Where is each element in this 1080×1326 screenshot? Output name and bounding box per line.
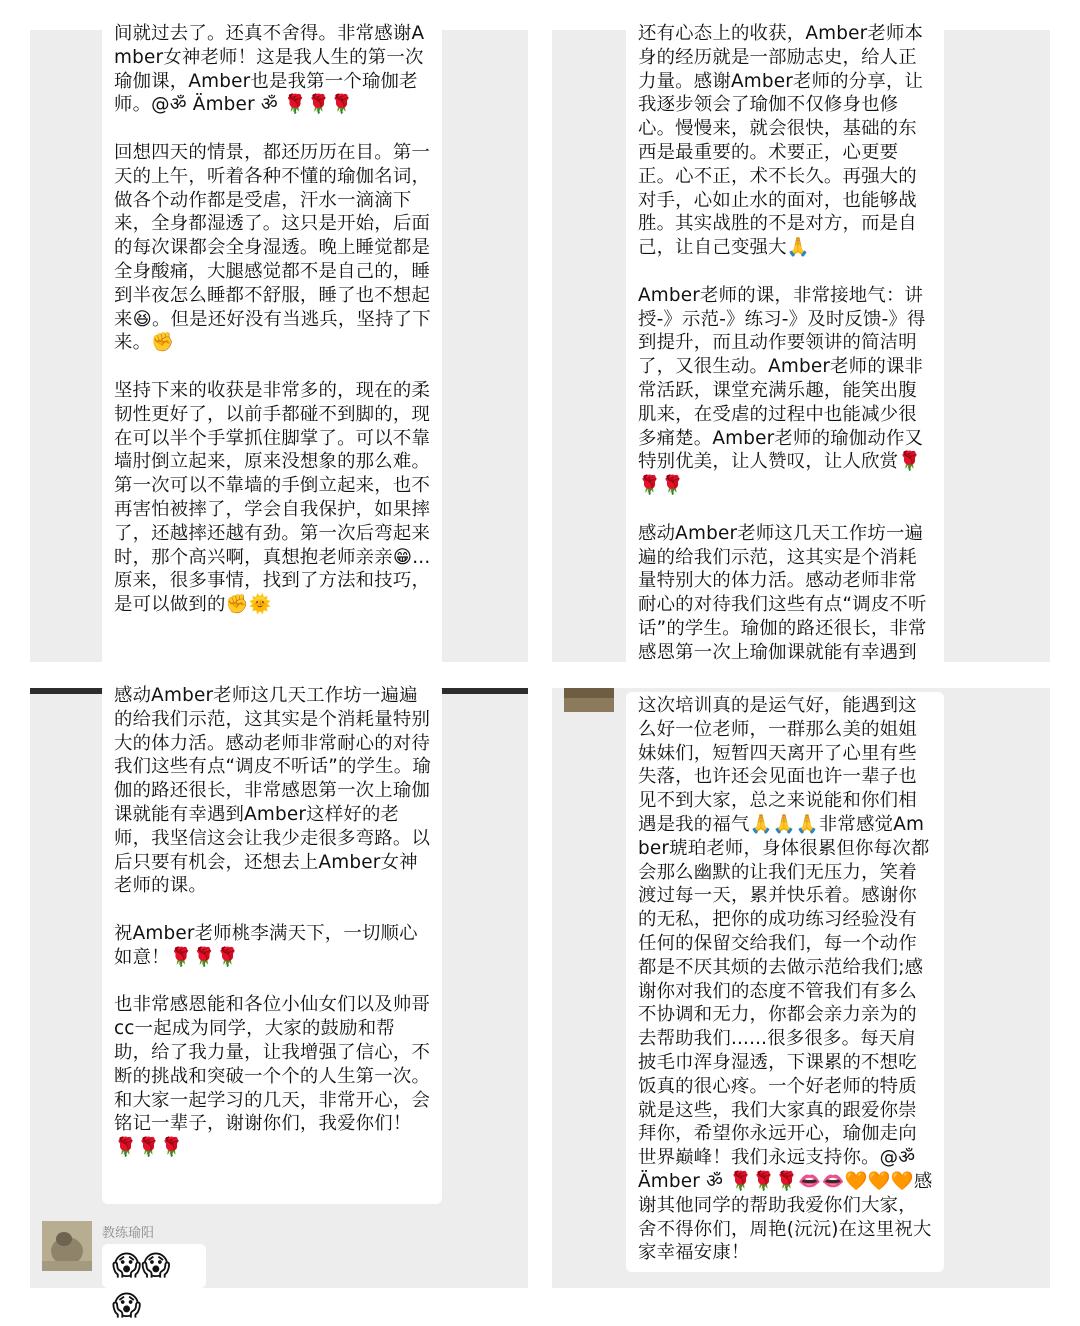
avatar-image [42, 1221, 92, 1271]
chat-panel-top-right [552, 23, 1050, 663]
message-bubble[interactable] [626, 22, 944, 672]
message-paragraph: 祝Amber老师桃李满天下，一切顺心如意！🌹🌹🌹 [114, 922, 418, 968]
message-paragraph: 间就过去了。还真不舍得。非常感谢Amber女神老师！这是我人生的第一次瑜伽课，Amber也是我第一个瑜伽老师。@ॐ Ämber ॐ 🌹🌹🌹 [114, 23, 425, 116]
message-bubble[interactable] [102, 684, 442, 1204]
message-bubble[interactable] [626, 692, 944, 1272]
chat-panel-bottom-right [552, 688, 1050, 1288]
message-paragraph: 感动Amber老师这几天工作坊一遍遍的给我们示范，这其实是个消耗量特别大的体力活。感动老师非常耐心的对待我们这些有点“调皮不听话”的学生。瑜伽的路还很长，非常感恩第一次上瑜伽课就能有幸遇到Amber这样好的老师，我坚信这会让我少走很多弯路。以后只要有机会，还想去上Amber女神老师的课。 [114, 685, 431, 897]
chat-panel-bottom-left [30, 685, 528, 1322]
chat-panel-top-left [30, 23, 528, 662]
message-paragraph: 回想四天的情景，都还历历在目。第一天的上午，听着各种不懂的瑜伽名词，做各个动作都是受虐，汗水一滴滴下来，全身都湿透了。这只是开始，后面的每次课都会全身湿透。晚上睡觉都是全身酸痛，大腿感觉都不是自己的，睡到半夜怎么睡都不舒服，睡了也不想起来😆。但是还好没有当逃兵，坚持了下来。✊ [114, 141, 431, 354]
message-paragraph: 坚持下来的收获是非常多的，现在的柔韧性更好了，以前手都碰不到脚的，现在可以半个手掌抓住脚掌了。可以不靠墙肘倒立起来，原来没想象的那么难。第一次可以不靠墙的手倒立起来，也不再害怕被摔了，学会自我保护，如果摔了，还越摔还越有劲。第一次后弯起来时，那个高兴啊，真想抱老师亲亲😁...原来，很多事情，找到了方法和技巧，是可以做到的✊🌞 [114, 379, 431, 616]
message-paragraph: 还有心态上的收获，Amber老师本身的经历就是一部励志史，给人正力量。感谢Amber老师的分享，让我逐步领会了瑜伽不仅修身也修心。慢慢来，就会很快，基础的东西是最重要的。术要正，心更要正。心不正，术不长久。再强大的对手，心如止水的面对，也能够战胜。其实战胜的不是对方，而是自己，让自己变强大🙏 [638, 23, 924, 259]
message-paragraph: 感动Amber老师这几天工作坊一遍遍的给我们示范，这其实是个消耗量特别大的体力活。感动老师非常耐心的对待我们这些有点“调皮不听话”的学生。瑜伽的路还很长，非常感恩第一次上瑜伽课就能有幸遇到 [638, 522, 927, 663]
message-paragraph: 也非常感恩能和各位小仙女们以及帅哥cc一起成为同学，大家的鼓励和帮助，给了我力量，让我增强了信心，不断的挑战和突破一个个的人生第一次。和大家一起学习的几天，非常开心，会铭记一辈子，谢谢你们，我爱你们！🌹🌹🌹 [114, 994, 431, 1159]
message-bubble[interactable] [102, 22, 442, 672]
sender-name: 教练瑜阳 [102, 1226, 155, 1241]
message-bubble[interactable]: 😱😱😱 [102, 1244, 206, 1288]
avatar-image [564, 688, 614, 712]
message-paragraph: 这次培训真的是运气好，能遇到这么好一位老师，一群那么美的姐姐妹妹们，短暂四天离开了心里有些失落，也许还会见面也许一辈子也见不到大家，总之来说能和你们相遇是我的福气🙏🙏🙏非常感觉Amber琥珀老师，身体很累但你每次都会那么幽默的让我们无压力，笑着渡过每一天，累并快乐着。感谢你的无私，把你的成功练习经验没有任何的保留交给我们，每一个动作都是不厌其烦的去做示范给我们;感谢你对我们的态度不管我们有多么不协调和无力，你都会亲力亲为的去帮助我们......很多很多。每天肩披毛巾浑身湿透，下课累的不想吃饭真的很心疼。一个好老师的特质就是这些，我们大家真的跟爱你崇拜你，希望你永远开心，瑜伽走向世界巅峰！我们永远支持你。@ॐ Ämber ॐ 🌹🌹🌹👄👄🧡🧡🧡感谢其他同学的帮助我爱你们大家，舍不得你们，周艳(沅沅)在这里祝大家幸福安康！ [638, 695, 933, 1264]
avatar[interactable] [42, 1221, 92, 1271]
avatar[interactable] [564, 688, 614, 712]
message-paragraph: Amber老师的课，非常接地气：讲授-》示范-》练习-》及时反馈-》得到提升，而且动作要领讲的简洁明了，又很生动。Amber老师的课非常活跃，课堂充满乐趣，能笑出腹肌来，在受虐的过程中也能减少很多痛楚。Amber老师的瑜伽动作又特别优美，让人赞叹，让人欣赏🌹🌹🌹 [638, 284, 926, 497]
